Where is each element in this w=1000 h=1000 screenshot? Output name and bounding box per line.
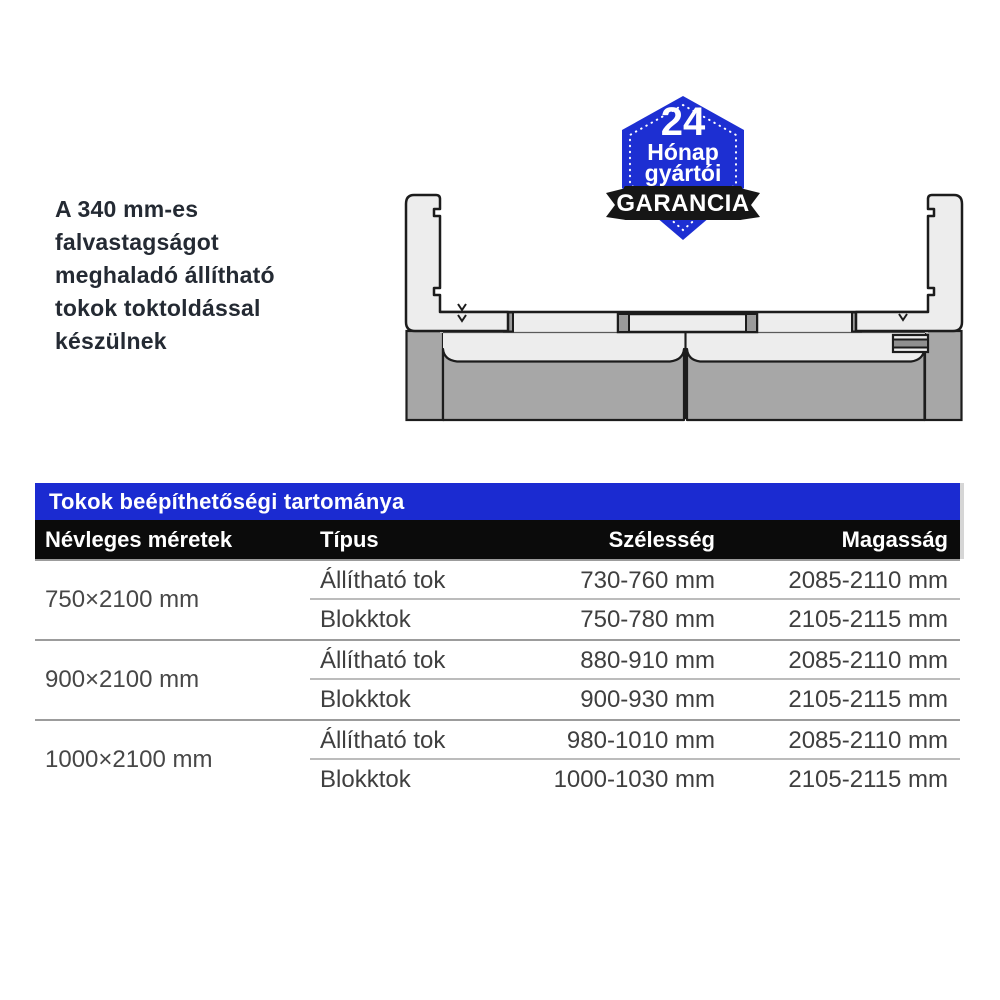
frame-sill-lower-left xyxy=(443,332,684,361)
connector-plate xyxy=(618,314,757,332)
group-size-label: 750×2100 mm xyxy=(45,586,200,613)
cell-height: 2105-2115 mm xyxy=(788,686,948,713)
extension-tab-insert xyxy=(893,340,928,348)
cell-width: 880-910 mm xyxy=(525,641,725,680)
intro-line: meghaladó állítható xyxy=(55,262,275,288)
cell-type: Blokktok xyxy=(320,766,411,793)
ribbon-label: GARANCIA xyxy=(616,190,750,217)
jamb-profile-left xyxy=(406,195,508,331)
cell-type: Állítható tok xyxy=(310,641,525,680)
cell-width: 750-780 mm xyxy=(580,606,715,633)
cell-height: 2085-2110 mm xyxy=(725,641,960,680)
warranty-badge xyxy=(598,90,768,252)
arrow-marker-left-upper xyxy=(458,304,466,310)
cell-height: 2085-2110 mm xyxy=(725,721,960,760)
cell-width: 900-930 mm xyxy=(580,686,715,713)
table-group-1000 xyxy=(35,719,960,799)
table-title: Tokok beépíthetőségi tartománya xyxy=(35,483,960,520)
badge-line1: Hónap xyxy=(647,139,719,165)
table-group-750 xyxy=(35,559,960,639)
header-width: Szélesség xyxy=(608,527,715,552)
intro-line: készülnek xyxy=(55,328,167,354)
badge-number: 24 xyxy=(660,100,706,144)
table-group-900 xyxy=(35,639,960,719)
cell-height: 2085-2110 mm xyxy=(725,561,960,600)
cell-type: Blokktok xyxy=(320,606,411,633)
connector-cap-left xyxy=(618,314,629,332)
frame-sill-lower-right xyxy=(687,332,925,361)
cell-type: Blokktok xyxy=(320,686,411,713)
cell-width: 1000-1030 mm xyxy=(553,766,715,793)
connector-cap-right xyxy=(746,314,757,332)
table-header-row xyxy=(35,520,960,559)
wall-column-left xyxy=(407,331,444,420)
cell-type: Állítható tok xyxy=(310,561,525,600)
badge-line2: gyártói xyxy=(644,160,722,186)
intro-line: tokok toktoldással xyxy=(55,295,261,321)
spec-table xyxy=(35,483,960,799)
jamb-profile-right xyxy=(856,195,962,331)
cell-type: Állítható tok xyxy=(310,721,525,760)
wall-column-right xyxy=(925,331,962,420)
intro-line: falvastagságot xyxy=(55,229,219,255)
cell-width: 730-760 mm xyxy=(525,561,725,600)
cell-width: 980-1010 mm xyxy=(525,721,725,760)
intro-line: A 340 mm-es xyxy=(55,196,199,222)
cell-height: 2105-2115 mm xyxy=(788,766,948,793)
header-nominal-sizes: Névleges méretek xyxy=(45,527,233,552)
cell-height: 2105-2115 mm xyxy=(788,606,948,633)
header-height: Magasság xyxy=(841,527,948,552)
header-type: Típus xyxy=(320,527,379,552)
table-head xyxy=(35,483,960,559)
group-size-label: 900×2100 mm xyxy=(45,666,200,693)
group-size-label: 1000×2100 mm xyxy=(45,746,213,773)
door-frame-diagram xyxy=(0,0,1000,450)
